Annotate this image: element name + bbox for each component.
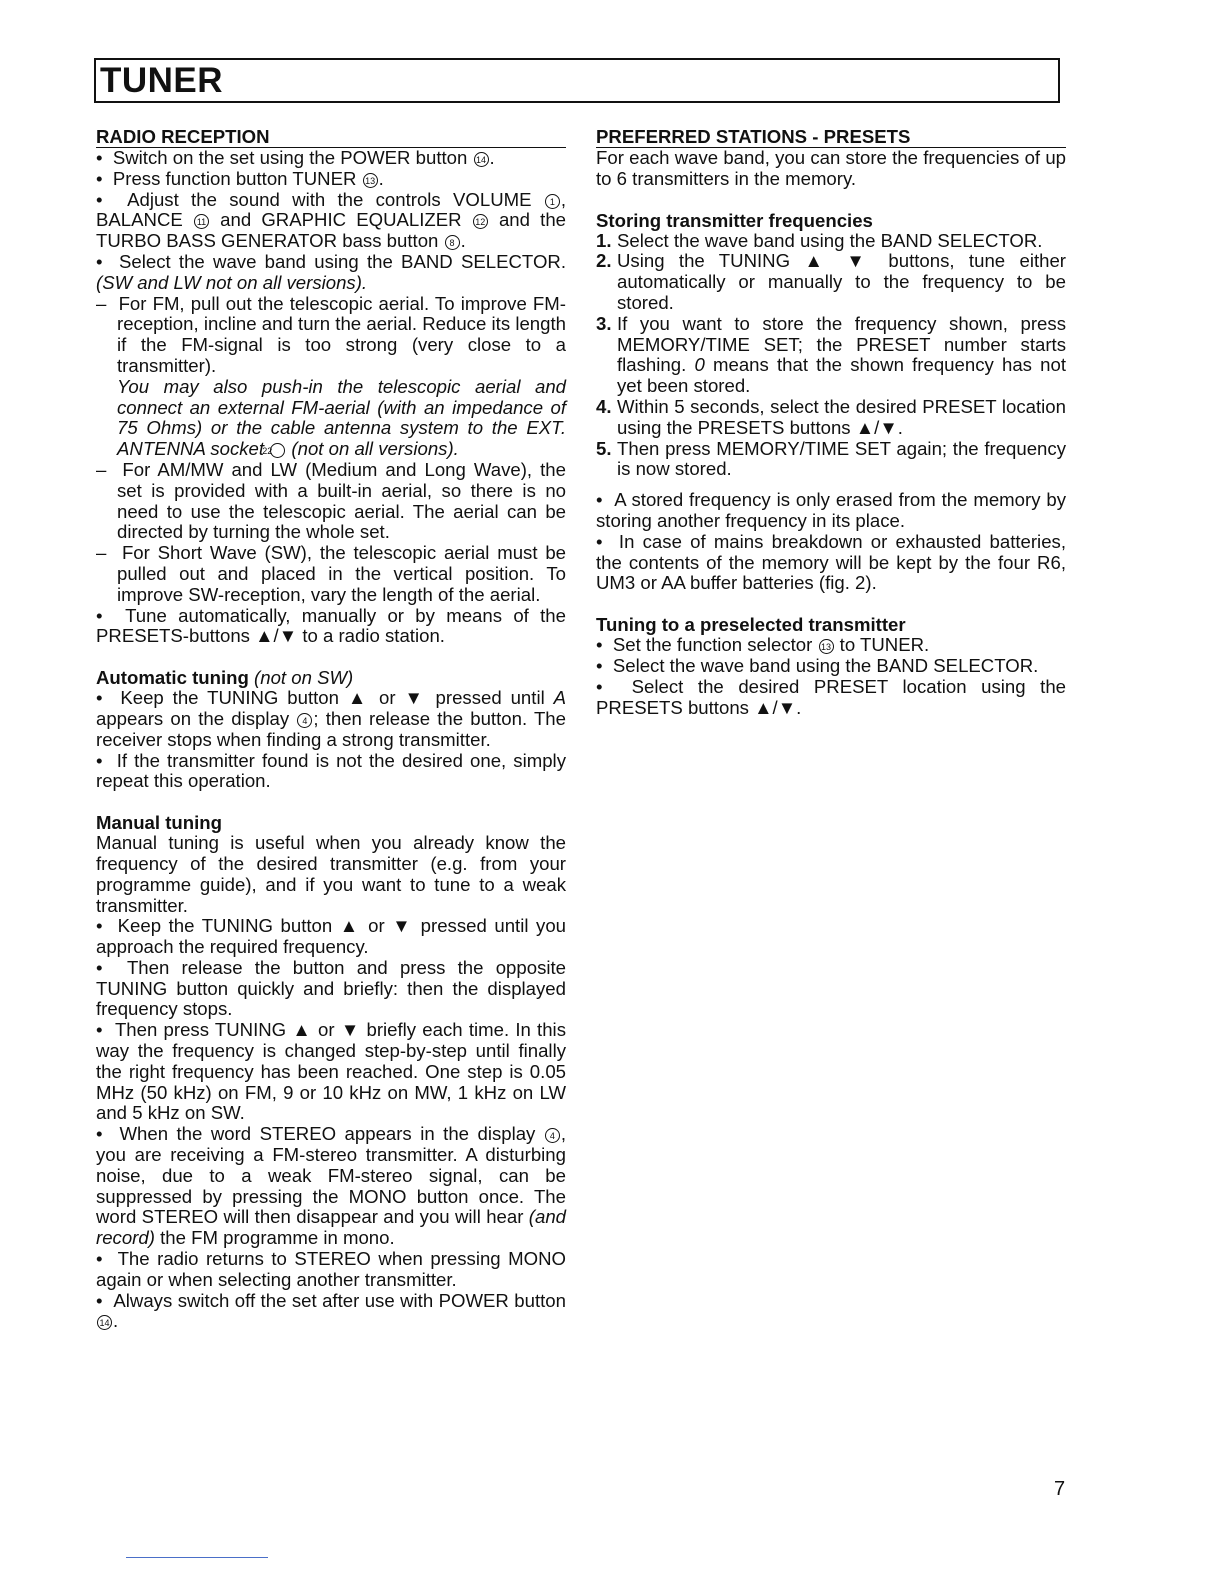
- tuning-up-triangle-icon: ▲: [339, 915, 361, 937]
- band-instruction: • Select the wave band using the BAND SELECTOR. (SW and LW not on all versions).: [96, 252, 566, 294]
- display-glyph: A: [553, 687, 567, 709]
- ref-number-icon: 4: [297, 713, 312, 728]
- radio-reception-heading: RADIO RECEPTION: [96, 126, 566, 148]
- manual-tuning-heading: Manual tuning: [96, 812, 223, 834]
- auto-tuning-step: • Keep the TUNING button ▲ or ▼ pressed until A appears on the display 4 ; then release the button. The receiver stops when finding a strong transmitter.: [96, 688, 566, 750]
- manual-tuning-intro: Manual tuning is useful when you already know the frequency of the desired transmitter (e.g. from your programme guide), and if you want to tune to a weak transmitter.: [96, 832, 566, 916]
- ref-number-icon: 22: [270, 443, 285, 458]
- presets-up-down-icon: ▲/▼: [855, 416, 898, 438]
- tuning-up-triangle-icon: ▲: [804, 250, 833, 272]
- store-step-1: 1. Select the wave band using the BAND SELECTOR.: [596, 229, 1043, 251]
- power-instruction: • Switch on the set using the POWER button 14 .: [96, 148, 566, 169]
- sound-instruction: • Adjust the sound with the controls VOLUME 1 , BALANCE 11 and GRAPHIC EQUALIZER 12 and the TURBO BASS GENERATOR bass button 8 .: [96, 190, 566, 252]
- presets-heading: PREFERRED STATIONS - PRESETS: [596, 126, 1066, 148]
- ref-number-icon: 13: [363, 173, 378, 188]
- ref-number-icon: 1: [545, 194, 560, 209]
- manual-step-3: • Then press TUNING ▲ or ▼ briefly each time. In this way the frequency is changed step-by-step until finally the right frequency has been reached. One step is 0.05 MHz (50 kHz) on FM, 9 or 10 kHz on MW, 1 kHz on LW and 5 kHz on SW.: [96, 1020, 566, 1124]
- store-step-4: 4. Within 5 seconds, select the desired PRESET location using the PRESETS buttons ▲/▼.: [596, 395, 1066, 438]
- sw-note: – For Short Wave (SW), the telescopic aerial must be pulled out and placed in the vertical position. To improve SW-reception, vary the length of the aerial.: [96, 543, 566, 605]
- preselect-step-1: • Set the function selector 13 to TUNER.: [596, 635, 1066, 656]
- tune-methods: • Tune automatically, manually or by means of the PRESETS-buttons ▲/▼ to a radio station.: [96, 606, 566, 648]
- ref-number-icon: 4: [545, 1128, 560, 1143]
- tuning-down-triangle-icon: ▼: [404, 687, 427, 709]
- presets-intro: For each wave band, you can store the frequencies of up to 6 transmitters in the memory.: [596, 147, 1066, 189]
- tuning-down-triangle-icon: ▼: [392, 915, 414, 937]
- store-step-3: 3. If you want to store the frequency shown, press MEMORY/TIME SET; the PRESET number starts flashing. 0 means that the shown frequency has not yet been stored.: [596, 312, 1066, 397]
- fm-aerial-note: – For FM, pull out the telescopic aerial. To improve FM-reception, incline and turn the aerial. Reduce its length if the FM-signal is too strong (very close to a transmitter). You may also push-in the telescopic aerial and connect an external FM-aerial (with an impedance of 75 Ohms) or the cable antenna system to the EXT. ANTENNA socket 22 (not on all versions).: [96, 294, 566, 460]
- ref-number-icon: 13: [819, 639, 834, 654]
- tuning-down-triangle-icon: ▼: [846, 250, 875, 272]
- manual-step-2: • Then release the button and press the opposite TUNING button quickly and briefly: then the displayed frequency stops.: [96, 958, 566, 1020]
- page-number: 7: [1054, 1478, 1066, 1500]
- switch-off-note: • Always switch off the set after use with POWER button 14 .: [96, 1291, 566, 1333]
- presets-up-down-icon: ▲/▼: [255, 625, 298, 647]
- stereo-note: • When the word STEREO appears in the display 4 , you are receiving a FM-stereo transmitter. A disturbing noise, due to a weak FM-stereo signal, can be suppressed by pressing the MONO button once. The word STEREO will then disappear and you will hear (and record) the FM programme in mono.: [96, 1124, 566, 1249]
- page-title: TUNER: [100, 61, 224, 100]
- tuning-up-triangle-icon: ▲: [347, 687, 371, 709]
- display-glyph: 0: [694, 354, 705, 376]
- right-column: [596, 126, 1066, 718]
- tuning-up-triangle-icon: ▲: [292, 1019, 312, 1041]
- auto-tuning-repeat: • If the transmitter found is not the desired one, simply repeat this operation.: [96, 751, 566, 793]
- preselect-step-2: • Select the wave band using the BAND SELECTOR.: [596, 656, 1066, 677]
- store-step-5: 5. Then press MEMORY/TIME SET again; the frequency is now stored.: [596, 437, 1066, 480]
- ref-number-icon: 14: [474, 152, 489, 167]
- mono-note: • The radio returns to STEREO when pressing MONO again or when selecting another transmitter.: [96, 1249, 566, 1291]
- tuning-down-triangle-icon: ▼: [340, 1019, 361, 1041]
- footer-rule: [126, 1557, 268, 1558]
- tuner-instruction: • Press function button TUNER 13 .: [96, 169, 566, 190]
- automatic-tuning-heading: Automatic tuning (not on SW): [96, 667, 354, 689]
- presets-up-down-icon: ▲/▼: [754, 696, 797, 718]
- am-lw-note: – For AM/MW and LW (Medium and Long Wave), the set is provided with a built-in aerial, so there is no need to use the telescopic aerial. The aerial can be directed by turning the whole set.: [96, 460, 566, 543]
- ref-number-icon: 8: [445, 235, 460, 250]
- left-column: [96, 126, 566, 1332]
- ref-number-icon: 14: [97, 1315, 112, 1330]
- ref-number-icon: 12: [473, 214, 488, 229]
- store-step-2: 2. Using the TUNING ▲ ▼ buttons, tune either automatically or manually to the frequency to be stored.: [596, 250, 1066, 313]
- erase-note: • A stored frequency is only erased from the memory by storing another frequency in its place.: [596, 490, 1066, 532]
- manual-step-1: • Keep the TUNING button ▲ or ▼ pressed until you approach the required frequency.: [96, 916, 566, 958]
- preselected-heading: Tuning to a preselected transmitter: [596, 614, 906, 636]
- storing-heading: Storing transmitter frequencies: [596, 209, 873, 231]
- preselect-step-3: • Select the desired PRESET location using the PRESETS buttons ▲/▼.: [596, 677, 1066, 719]
- title-box: [94, 58, 1060, 103]
- ref-number-icon: 11: [194, 214, 209, 229]
- battery-note: • In case of mains breakdown or exhausted batteries, the contents of the memory will be kept by the four R6, UM3 or AA buffer batteries (fig. 2).: [596, 532, 1066, 594]
